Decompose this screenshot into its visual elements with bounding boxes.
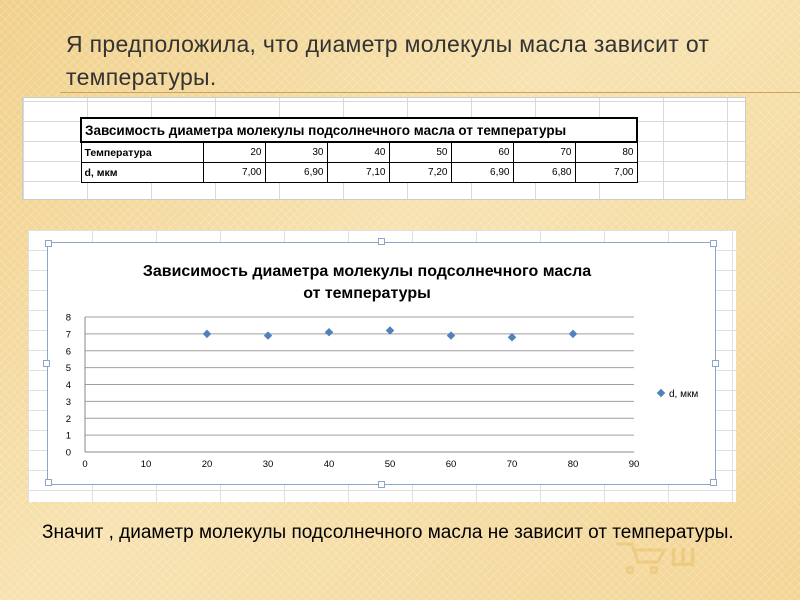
x-tick-label: 0	[82, 459, 88, 470]
data-point	[203, 330, 211, 338]
x-tick-label: 40	[323, 459, 335, 470]
chart-title-line-1: Зависимость диаметра молекулы подсолнечного масла	[142, 263, 592, 280]
y-tick-label: 7	[65, 329, 71, 341]
y-tick-label: 5	[65, 363, 71, 375]
table-cell: 60	[451, 142, 513, 163]
x-tick-label: 90	[628, 459, 640, 470]
x-tick-label: 60	[445, 459, 457, 470]
gridlines	[85, 317, 634, 452]
table-cell: 6,90	[451, 163, 513, 183]
table-cell: 7,00	[203, 163, 265, 183]
legend-label: d, мкм	[669, 389, 699, 400]
title-divider	[60, 92, 800, 93]
y-tick-label: 6	[65, 346, 71, 358]
legend-marker	[657, 389, 665, 397]
table-cell: 70	[513, 142, 575, 163]
table-cell: 7,10	[327, 163, 389, 183]
y-tick-label: 3	[65, 396, 71, 408]
x-axis-ticks	[82, 459, 639, 470]
scatter-chart	[47, 242, 714, 483]
data-point	[325, 328, 333, 336]
row-header-diameter: d, мкм	[81, 163, 203, 183]
table-cell: 80	[575, 142, 637, 163]
table-cell: 6,80	[513, 163, 575, 183]
data-point	[264, 331, 272, 339]
data-table	[80, 117, 638, 183]
table-cell: 50	[389, 142, 451, 163]
legend	[657, 389, 699, 400]
table-cell: 7,20	[389, 163, 451, 183]
x-tick-label: 20	[201, 459, 213, 470]
table-caption: Завсимость диаметра молекулы подсолнечного масла от температуры	[81, 118, 637, 142]
table-row	[81, 163, 637, 183]
x-tick-label: 30	[262, 459, 274, 470]
y-tick-label: 4	[65, 380, 71, 391]
data-point	[569, 330, 577, 338]
y-tick-label: 0	[65, 447, 71, 459]
x-tick-label: 50	[384, 459, 396, 470]
y-tick-label: 1	[65, 430, 71, 442]
x-tick-label: 80	[567, 459, 579, 470]
table-cell: 30	[265, 142, 327, 163]
data-point	[447, 331, 455, 339]
y-axis-ticks	[66, 313, 71, 459]
table-cell: 7,00	[575, 163, 637, 183]
watermark-logo	[608, 530, 768, 580]
x-tick-label: 10	[140, 459, 152, 470]
y-tick-label: 2	[65, 413, 71, 425]
table-cell: 6,90	[265, 163, 327, 183]
x-tick-label: 70	[506, 459, 518, 470]
chart-title-line-2: от температуры	[303, 285, 431, 302]
conclusion-text: Значит , диаметр молекулы подсолнечного масла не зависит от температуры.	[42, 522, 734, 543]
svg-text:Ш: Ш	[670, 542, 697, 572]
y-tick-label: 8	[65, 312, 71, 324]
slide-title: Я предположила, что диаметр молекулы масла зависит от температуры.	[66, 31, 710, 90]
table-cell: 20	[203, 142, 265, 163]
table-cell: 40	[327, 142, 389, 163]
row-header-temperature: Температура	[81, 142, 203, 163]
table-row	[81, 142, 637, 163]
